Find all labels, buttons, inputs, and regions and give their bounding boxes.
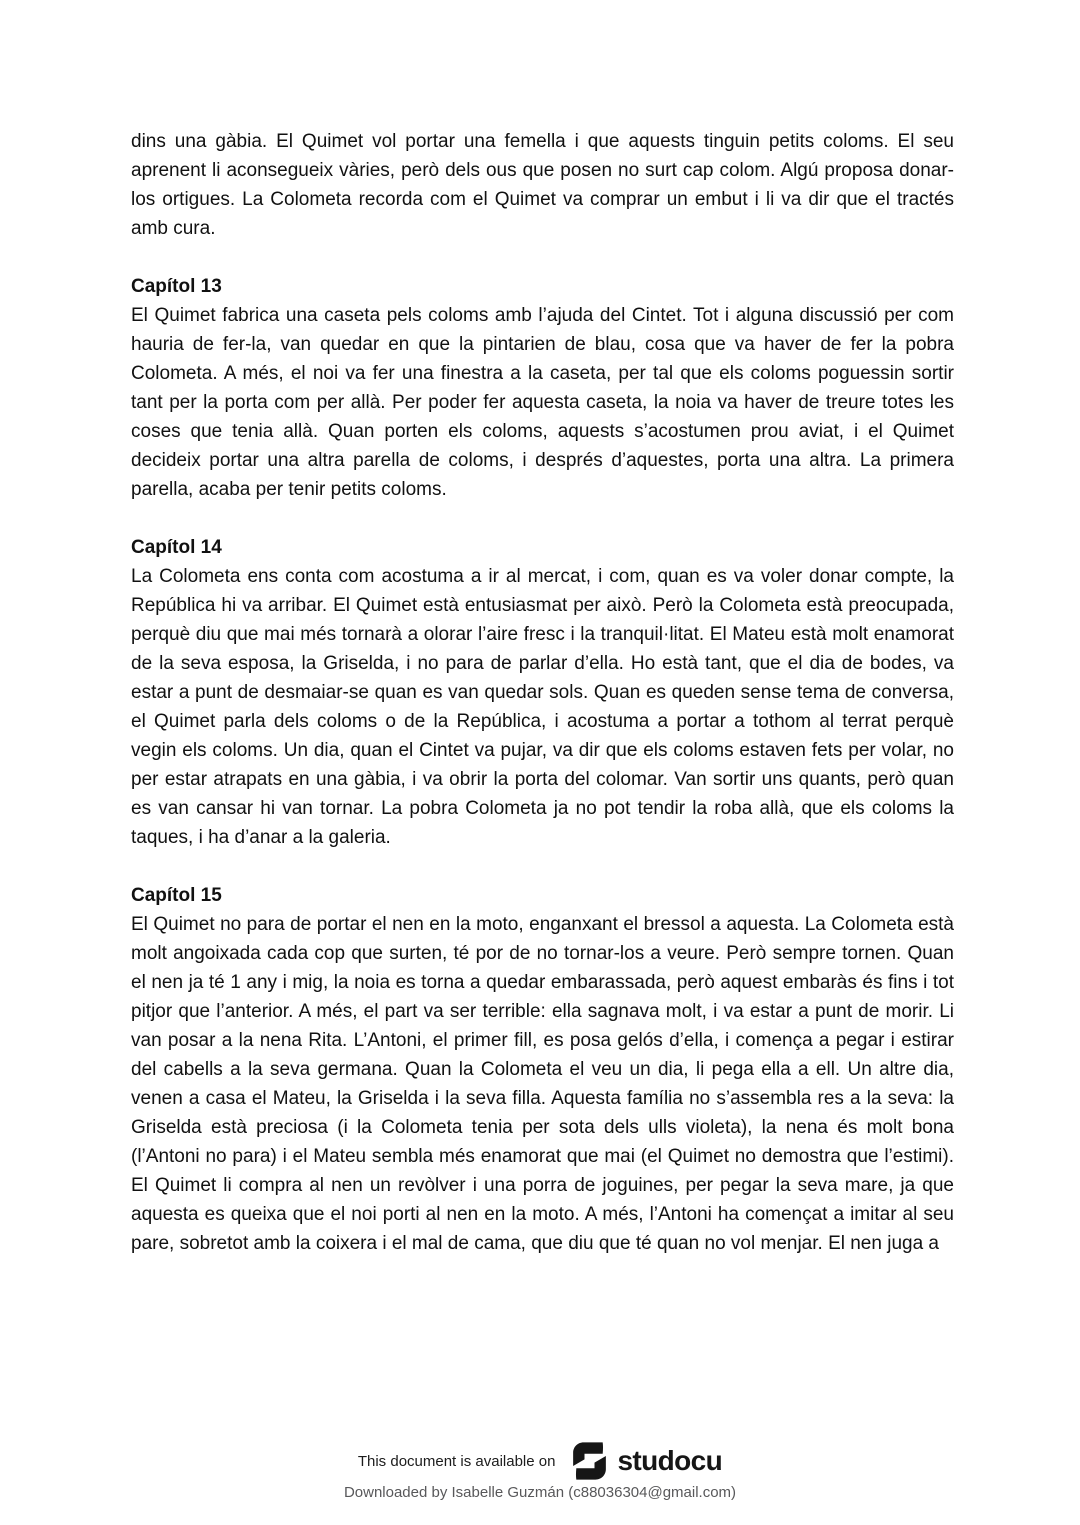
chapter-15-heading: Capítol 15 xyxy=(131,885,222,906)
studocu-s-icon xyxy=(571,1441,608,1481)
chapter-14-section xyxy=(131,533,954,852)
availability-text: This document is available on xyxy=(357,1452,556,1470)
chapter-13-section xyxy=(131,272,954,504)
page-footer xyxy=(0,1441,1080,1501)
document-body xyxy=(131,127,954,1258)
chapter-15-paragraph: El Quimet no para de portar el nen en la moto, enganxant el bressol a aquesta. La Colometa està molt angoixada cada cop que surten, té por de no tornar-los a veure. Però sempre tornen. Quan el nen ja té 1 any i mig, la noia es torna a quedar embarassada, però aquest embaràs és fins i tot pitjor que l’anterior. A més, el part va ser terrible: ella sagnava molt, i va estar a punt de morir. Li van posar a la nena Rita. L’Antoni, el primer fill, es posa gelós d’ella, i comença a pegar i estirar del cabells a la seva germana. Quan la Colometa el veu un dia, li pega ella a ell. Un altre dia, venen a casa el Mateu, la Griselda i la seva filla. Aquesta família no s’assembla res a la seva: la Griselda està preciosa (i la Colometa tenia per sota dels ulls violeta), la nena és molt bona (l’Antoni no para) i el Mateu sembla més enamorat que mai (el Quimet no demostra que l’estimi). El Quimet li compra al nen un revòlver i una porra de joguines, per pegar la seva mare, ja que aquesta es queixa que el noi porti al nen en la moto. A més, l’Antoni ha començat a imitar al seu pare, sobretot amb la coixera i el mal de cama, que diu que té quan no vol menjar. El nen juga a xyxy=(131,914,954,1254)
chapter-14-heading: Capítol 14 xyxy=(131,537,222,558)
studocu-logo-link[interactable] xyxy=(571,1441,722,1481)
chapter-13-paragraph: El Quimet fabrica una caseta pels coloms amb l’ajuda del Cintet. Tot i alguna discussió per com hauria de fer-la, van quedar en que la pintarien de blau, cosa que va haver de fer la pobra Colometa. A més, el noi va fer una finestra a la caseta, per tal que els coloms poguessin sortir tant per la porta com per allà. Per poder fer aquesta caseta, la noia va haver de treure totes les coses que tenia allà. Quan porten els coloms, aquests s’acostumen prou aviat, i el Quimet decideix portar una altra parella de coloms, i després d’aquestes, porta una altra. La primera parella, acaba per tenir petits coloms. xyxy=(131,305,954,500)
footer-brand-row xyxy=(358,1441,722,1481)
chapter-14-paragraph: La Colometa ens conta com acostuma a ir al mercat, i com, quan es va voler donar compte, la República hi va arribar. El Quimet està entusiasmat per això. Però la Colometa està preocupada, perquè diu que mai més tornarà a olorar l’aire fresc i la tranquil·litat. El Mateu està molt enamorat de la seva esposa, la Griselda, i no para de parlar d’ella. Ho està tant, que el dia de bodes, va estar a punt de desmaiar-se quan es van quedar sols. Quan es queden sense tema de conversa, el Quimet parla dels coloms o de la República, i acostuma a portar a tothom al terrat perquè vegin els coloms. Un dia, quan el Cintet va pujar, va dir que els coloms estaven fets per volar, no per estar atrapats en una gàbia, i va obrir la porta del colomar. Van sortir uns quants, però quan es van cansar hi van tornar. La pobra Colometa ja no pot tendir la roba allà, que els coloms la taques, i ha d’anar a la galeria. xyxy=(131,566,954,848)
chapter-15-section xyxy=(131,881,954,1258)
intro-paragraph: dins una gàbia. El Quimet vol portar una femella i que aquests tinguin petits coloms. El seu aprenent li aconsegueix vàries, però dels ous que posen no surt cap colom. Algú proposa donar-los ortigues. La Colometa recorda com el Quimet va comprar un embut i li va dir que el tractés amb cura. xyxy=(131,131,954,239)
downloaded-by-text: Downloaded by Isabelle Guzmán (c88036304@gmail.com) xyxy=(343,1484,737,1501)
chapter-13-heading: Capítol 13 xyxy=(131,276,222,297)
studocu-wordmark: studocu xyxy=(617,1445,723,1476)
